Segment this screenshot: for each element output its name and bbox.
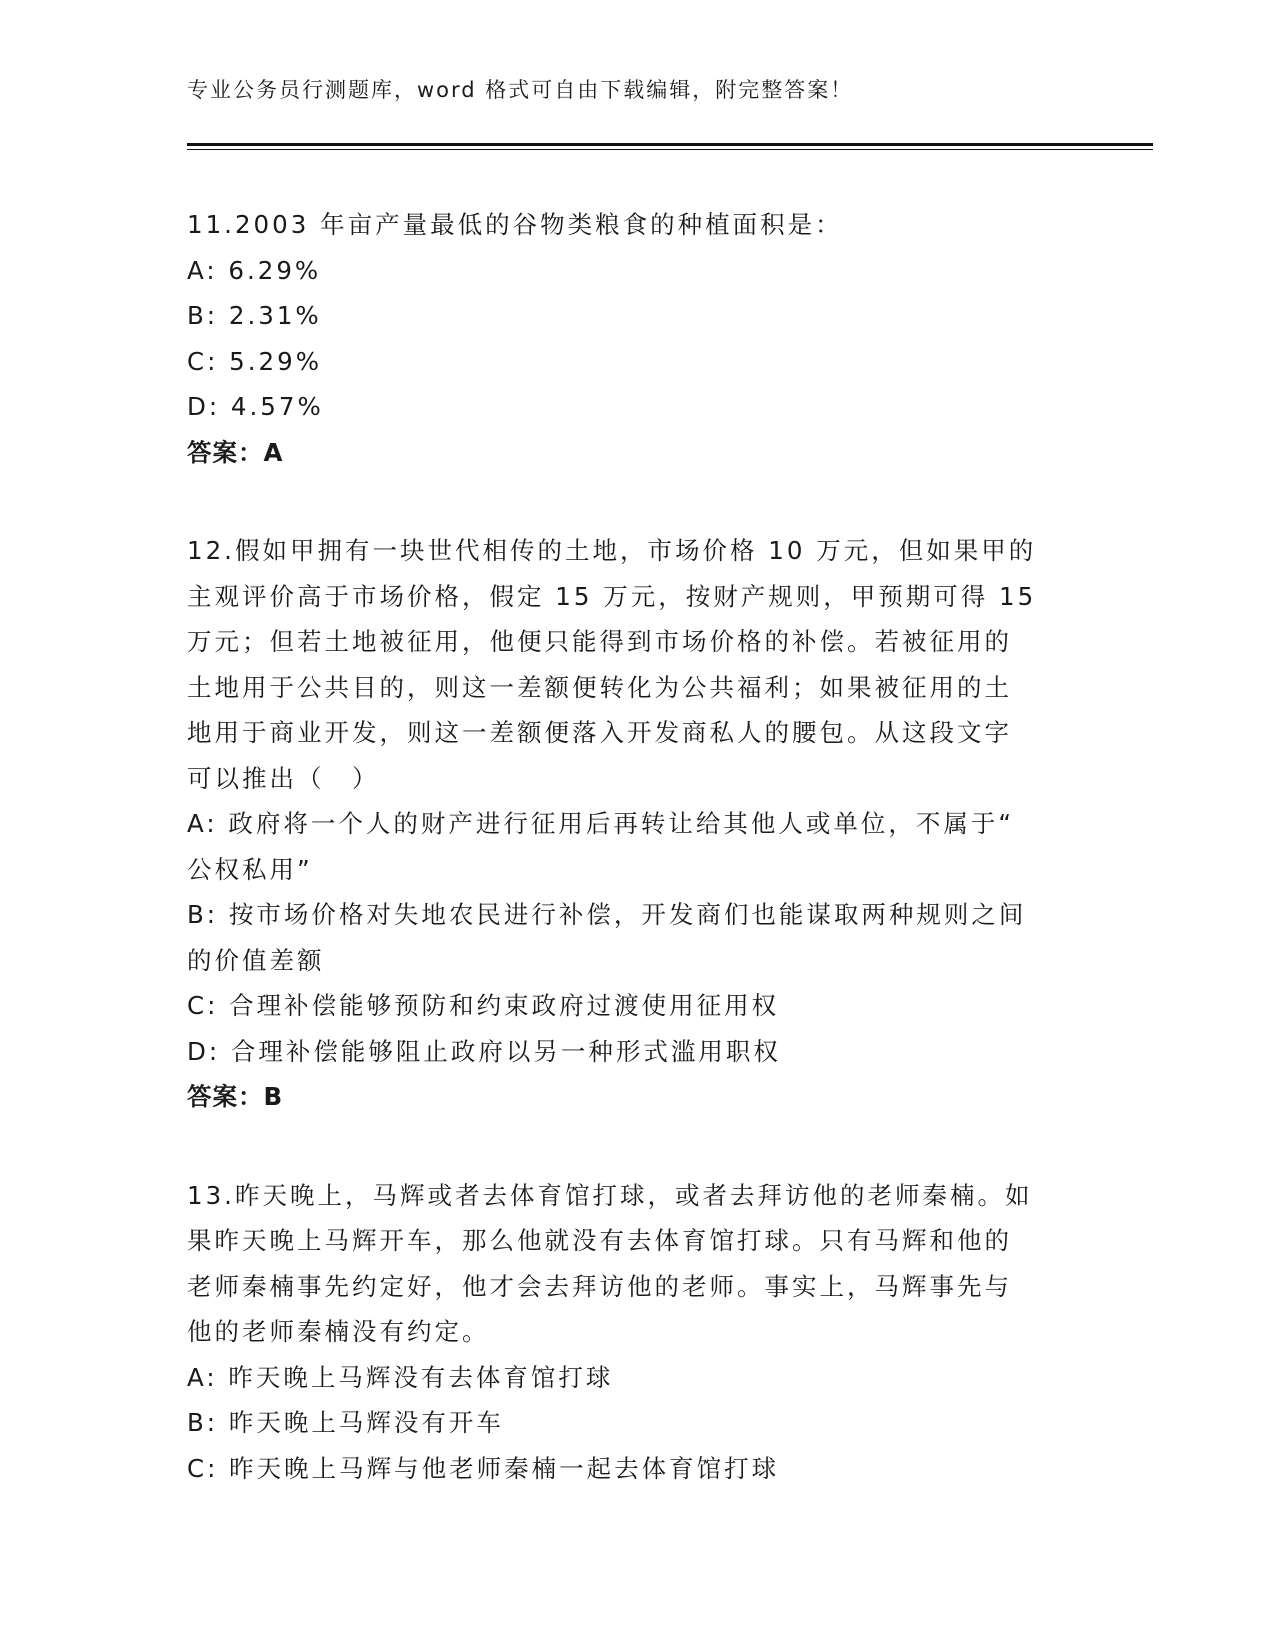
header-rule-thick: [187, 143, 1153, 146]
option-b: B: 2.31%: [187, 301, 322, 330]
question-stem-line: 主观评价高于市场价格，假定 15 万元，按财产规则，甲预期可得 15: [187, 581, 1037, 611]
answer-line: 答案：B: [187, 1082, 284, 1111]
option-a: A: 政府将一个人的财产进行征用后再转让给其他人或单位，不属于“: [187, 809, 1015, 838]
option-d: D: 合理补偿能够阻止政府以另一种形式滥用职权: [187, 1036, 781, 1066]
question-stem-line: 他的老师秦楠没有约定。: [187, 1317, 490, 1346]
option-c: C: 5.29%: [187, 346, 322, 376]
option-a: A: 6.29%: [187, 255, 322, 285]
question-list: [187, 202, 1067, 1491]
option-b: B: 按市场价格对失地农民进行补偿，开发商们也能谋取两种规则之间: [187, 900, 1027, 929]
header-rule-thin: [187, 149, 1153, 150]
question-stem-line: 地用于商业开发，则这一差额便落入开发商私人的腰包。从这段文字: [187, 718, 1012, 747]
option-b: B: 昨天晚上马辉没有开车: [187, 1408, 504, 1437]
option-b-continued: 的价值差额: [187, 945, 325, 975]
answer-line: 答案：A: [187, 437, 284, 467]
question-13: [187, 1173, 1067, 1492]
question-11: [187, 202, 1067, 475]
option-a-continued: 公权私用”: [187, 854, 313, 884]
option-c: C: 合理补偿能够预防和约束政府过渡使用征用权: [187, 991, 780, 1020]
question-stem-line: 果昨天晚上马辉开车，那么他就没有去体育馆打球。只有马辉和他的: [187, 1226, 1012, 1255]
question-stem-line: 12.假如甲拥有一块世代相传的土地，市场价格 10 万元，但如果甲的: [187, 536, 1037, 565]
question-stem-line: 土地用于公共目的，则这一差额便转化为公共福利；如果被征用的土: [187, 672, 1012, 702]
option-c: C: 昨天晚上马辉与他老师秦楠一起去体育馆打球: [187, 1453, 780, 1483]
question-stem-line: 万元；但若土地被征用，他便只能得到市场价格的补偿。若被征用的: [187, 627, 1012, 656]
question-stem-line: 老师秦楠事先约定好，他才会去拜访他的老师。事实上，马辉事先与: [187, 1271, 1012, 1301]
question-stem-line: 可以推出（ ）: [187, 763, 380, 793]
option-a: A: 昨天晚上马辉没有去体育馆打球: [187, 1362, 614, 1392]
question-12: [187, 528, 1067, 1120]
question-stem-line: 11.2003 年亩产量最低的谷物类粮食的种植面积是：: [187, 210, 843, 239]
page-header: 专业公务员行测题库，word 格式可自由下载编辑，附完整答案！: [187, 78, 854, 102]
option-d: D: 4.57%: [187, 392, 324, 421]
question-stem-line: 13.昨天晚上，马辉或者去体育馆打球，或者去拜访他的老师秦楠。如: [187, 1180, 1033, 1210]
